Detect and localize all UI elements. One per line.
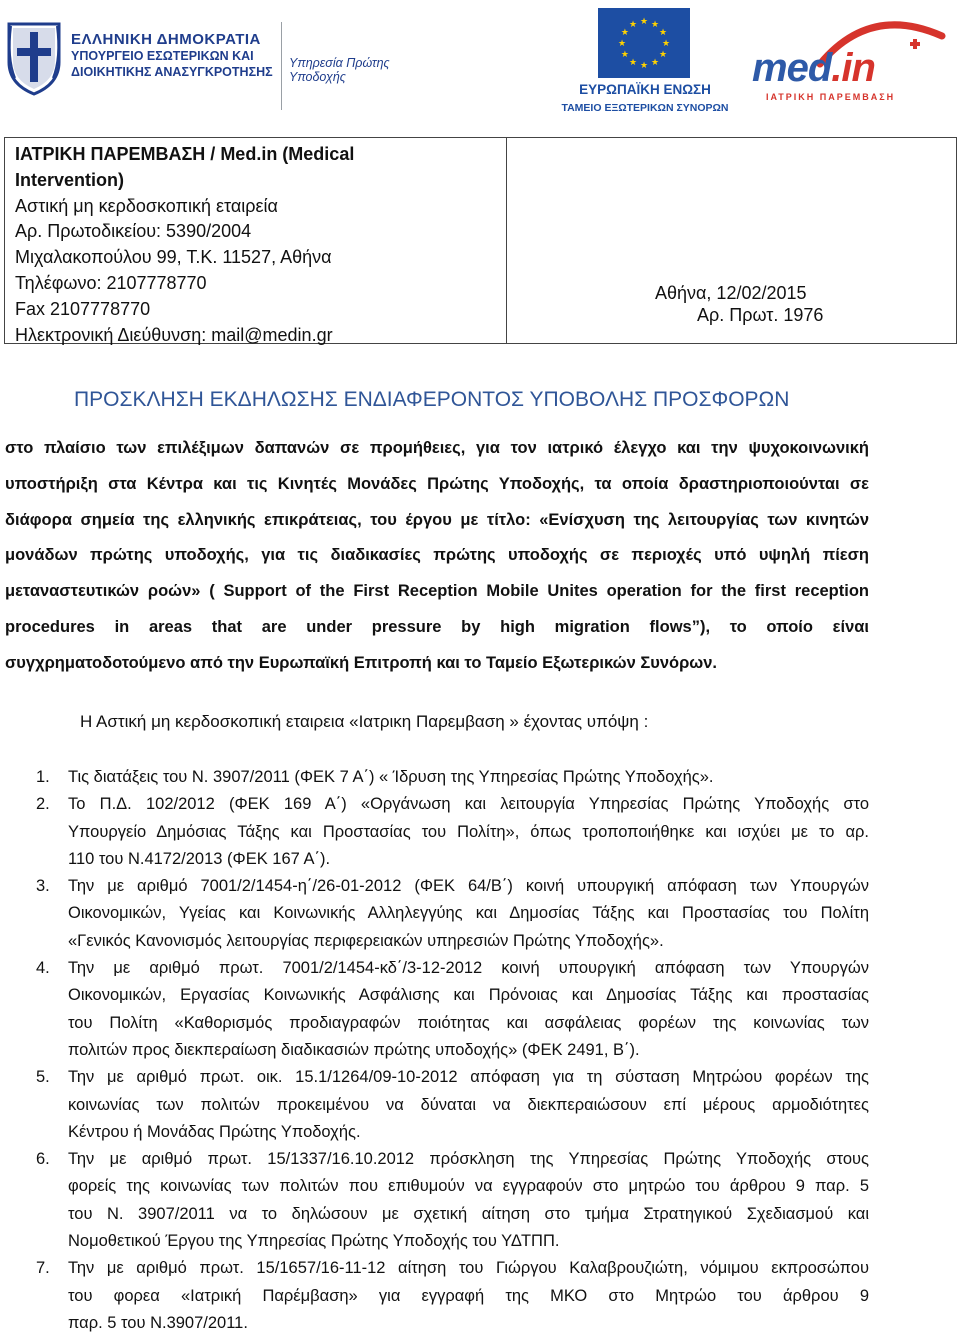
intro-line: διάφορα σημεία της ελληνικής επικράτειας, του έργου με τίτλο: «Ενίσχυση της λειτουργίας των κινητών xyxy=(5,510,869,529)
intro-paragraph xyxy=(5,431,869,682)
clause-line: παρ. 5 του Ν.3907/2011. xyxy=(68,1313,248,1332)
eu-star-icon: ★ xyxy=(650,57,660,68)
eu-star-icon: ★ xyxy=(639,60,649,70)
gr-line-2: ΥΠΟΥΡΓΕΙΟ ΕΣΩΤΕΡΙΚΩΝ ΚΑΙ xyxy=(71,49,254,63)
sender-org-name xyxy=(15,142,496,194)
clause-number: 1. xyxy=(36,768,50,786)
clause-line: Κέντρου ή Μονάδας Πρώτης Υποδοχής. xyxy=(68,1122,361,1141)
intro-line: συγχρηματοδοτούμενο από την Ευρωπαϊκή Επιτροπή και το Ταμείο Εξωτερικών Συνόρων. xyxy=(5,653,718,672)
medin-wordmark xyxy=(752,46,875,91)
intro-line: μονάδων πρώτης υποδοχής, για τις διαδικασίες πρώτης υποδοχής σε περιοχές υπό υψηλή πίεση xyxy=(5,546,869,565)
sender-address: Μιχαλακοπούλου 99, Τ.Κ. 11527, Αθήνα xyxy=(15,247,332,268)
clause-text xyxy=(68,764,869,791)
sender-legal-form: Αστική μη κερδοσκοπική εταιρεία xyxy=(15,195,278,216)
eu-star-icon: ★ xyxy=(628,57,638,68)
clause-line: του Πολίτη «Καθορισμός προδιαγραφών ποιότητας και ασφάλειας φορέων της κοινωνίας των xyxy=(68,1013,869,1032)
medin-subtitle: ΙΑΤΡΙΚΗ ΠΑΡΕΜΒΑΣΗ xyxy=(766,92,896,102)
clause-number: 4. xyxy=(36,959,50,978)
intro-line: procedures in areas that are under pressure by high migration flows”), το οποίο είναι xyxy=(5,617,869,636)
clause-line: Την με αριθμό πρωτ. 15/1657/16-11-12 αίτηση του Γιώργου Καλαβρουζιώτη, νόμιμου εκπροσώπου xyxy=(68,1259,869,1278)
clause-line: Τις διατάξεις του Ν. 3907/2011 (ΦΕΚ 7 Α΄) « Ίδρυση της Υπηρεσίας Πρώτης Υποδοχής». xyxy=(68,768,714,786)
clause-line: Νομοθετικού Έργου της Υπηρεσίας Πρώτης Υποδοχής του ΥΔΤΠΠ. xyxy=(68,1232,560,1251)
clause-line: κοινωνίας των πολιτών προκειμένου να δύναται να διεκπεραιώσουν επί μέρους αρμοδιότητες xyxy=(68,1095,869,1114)
sender-fax: Fax 2107778770 xyxy=(15,298,151,319)
clause-text xyxy=(68,791,869,873)
sender-block xyxy=(5,138,507,343)
eu-star-icon: ★ xyxy=(620,49,629,59)
eu-star-icon: ★ xyxy=(659,27,668,37)
eu-star-icon: ★ xyxy=(650,18,660,29)
greek-republic-logo xyxy=(5,12,425,102)
eu-star-icon: ★ xyxy=(628,18,638,29)
clause-line: Οικονομικών, Εργασίας Κοινωνικής Ασφάλισης και Πρόνοιας και Δημοσίας Τάξης και προστασίας xyxy=(68,986,869,1005)
eu-star-icon: ★ xyxy=(617,38,627,48)
eu-logo xyxy=(560,8,730,118)
clause-line: του φορεα «Ιατρική Παρέμβαση» για εγγραφή της ΜΚΟ στο Μητρώο του άρθρου 9 xyxy=(68,1286,869,1305)
clause-text xyxy=(68,873,869,955)
logo-divider xyxy=(281,22,282,110)
sender-org-line-2: Intervention) xyxy=(15,169,125,190)
medin-word-main: med xyxy=(752,46,832,90)
first-reception-service-label: Υπηρεσία Πρώτης Υποδοχής xyxy=(289,56,390,84)
clause-number: 3. xyxy=(36,877,50,896)
greek-coat-of-arms-icon xyxy=(5,18,63,96)
sender-info-table xyxy=(4,137,957,344)
intro-line: στο πλαίσιο των επιλέξιμων δαπανών σε προμήθειες, για τον ιατρικό έλεγχο και την ψυχοκοινωνική xyxy=(5,439,869,457)
sender-phone: Τηλέφωνο: 2107778770 xyxy=(15,272,207,293)
eu-star-icon: ★ xyxy=(661,38,671,48)
gr-line-1: ΕΛΛΗΝΙΚΗ ΔΗΜΟΚΡΑΤΙΑ xyxy=(71,31,261,48)
eu-star-icon: ★ xyxy=(639,16,649,26)
eu-fund-subtitle: ΤΑΜΕΙΟ ΕΞΩΤΕΡΙΚΩΝ ΣΥΝΟΡΩΝ xyxy=(561,102,729,114)
clause-line: Την με αριθμό πρωτ. οικ. 15.1/1264/09-10-2012 απόφαση για τη σύσταση Μητρώου φορέων της xyxy=(68,1068,869,1087)
clause-line: Την με αριθμό 7001/2/1454-η΄/26-01-2012 (ΦΕΚ 64/Β΄) κοινή υπουργική απόφαση των Υπουργών xyxy=(68,877,869,896)
clause-text xyxy=(68,1255,869,1337)
intro-line: υποστήριξη στα Κέντρα και τις Κινητές Μονάδες Πρώτης Υποδοχής, τα οποία δραστηριοποιούνται σε xyxy=(5,474,869,493)
clause-number: 2. xyxy=(36,795,50,814)
clause-text xyxy=(68,1064,869,1146)
clause-line: Την με αριθμό πρωτ. 15/1337/16.10.2012 πρόσκληση της Υπηρεσίας Πρώτης Υποδοχής στους xyxy=(68,1150,869,1169)
medin-logo xyxy=(750,14,950,114)
clause-number: 7. xyxy=(36,1259,50,1278)
clause-line: Το Π.Δ. 102/2012 (ΦΕΚ 169 Α΄) «Οργάνωση και λειτουργία Υπηρεσίας Πρώτης Υποδοχής στο xyxy=(68,795,869,814)
clause-line: 110 του Ν.4172/2013 (ΦΕΚ 167 Α΄). xyxy=(68,849,331,868)
clause-line: «Γενικός Κανονισμός λειτουργίας περιφερειακών υπηρεσιών Πρώτης Υποδοχής». xyxy=(68,931,664,950)
sender-email: Ηλεκτρονική Διεύθυνση: mail@medin.gr xyxy=(15,324,333,345)
eu-star-icon: ★ xyxy=(659,49,668,59)
clause-line: Την με αριθμό πρωτ. 7001/2/1454-κδ΄/3-12-2012 κοινή υπουργική απόφαση των Υπουργών xyxy=(68,959,869,978)
clause-line: φορείς της κοινωνίας των πολιτών που επιθυμούν να εγγραφούν στο μητρώο του άρθρου 9 παρ. 5 xyxy=(68,1177,869,1196)
preamble-text: Η Αστική μη κερδοσκοπική εταιρεια «Ιατρικη Παρεμβαση » έχοντας υπόψη : xyxy=(80,712,649,731)
protocol-number: Αρ. Πρωτ. 1976 xyxy=(697,305,824,325)
eu-flag-icon xyxy=(598,8,690,78)
greek-republic-text xyxy=(71,32,273,80)
eu-title: ΕΥΡΩΠΑΪΚΗ ΕΝΩΣΗ xyxy=(579,82,711,97)
clause-line: Οικονομικών, Υγείας και Κοινωνικής Αλληλεγγύης και Δημοσίας Τάξης και Προστασίας του Πολίτη xyxy=(68,904,869,923)
clause-line: του Ν. 3907/2011 να το δηλώσουν με σχετική αίτηση στο τμήμα Στρατηγικού Σχεδιασμού και xyxy=(68,1204,869,1223)
medin-word-suffix: .in xyxy=(831,46,875,90)
document-date: Αθήνα, 12/02/2015 xyxy=(655,283,807,303)
clause-line: Υπουργείο Δημόσιας Τάξης και Προστασίας του Πολίτη», όπως τροποποιήθηκε και ισχύει με το αρ. xyxy=(68,822,869,841)
sender-registry: Αρ. Πρωτοδικείου: 5390/2004 xyxy=(15,221,252,242)
clause-number: 6. xyxy=(36,1150,50,1169)
document-title: ΠΡΟΣΚΛΗΣΗ ΕΚΔΗΛΩΣΗΣ ΕΝΔΙΑΦΕΡΟΝΤΟΣ ΥΠΟΒΟΛΗΣ ΠΡΟΣΦΟΡΩΝ xyxy=(74,388,790,411)
clause-text xyxy=(68,1146,869,1255)
sender-org-line-1: ΙΑΤΡΙΚΗ ΠΑΡΕΜΒΑΣΗ / Med.in (Medical xyxy=(15,144,355,164)
gr-line-3: ΔΙΟΙΚΗΤΙΚΗΣ ΑΝΑΣΥΓΚΡΟΤΗΣΗΣ xyxy=(71,65,273,79)
meta-block xyxy=(507,138,956,343)
clause-line: πολιτών προς διεκπεραίωση διαδικασιών πρώτης υποδοχής» (ΦΕΚ 2491, Β΄). xyxy=(68,1040,640,1059)
eu-star-icon: ★ xyxy=(620,27,629,37)
clause-text xyxy=(68,955,869,1064)
intro-line: μεταναστευτικών ροών» ( Support of the First Reception Mobile Unites operation for the first reception xyxy=(5,582,869,601)
clause-number: 5. xyxy=(36,1068,50,1087)
